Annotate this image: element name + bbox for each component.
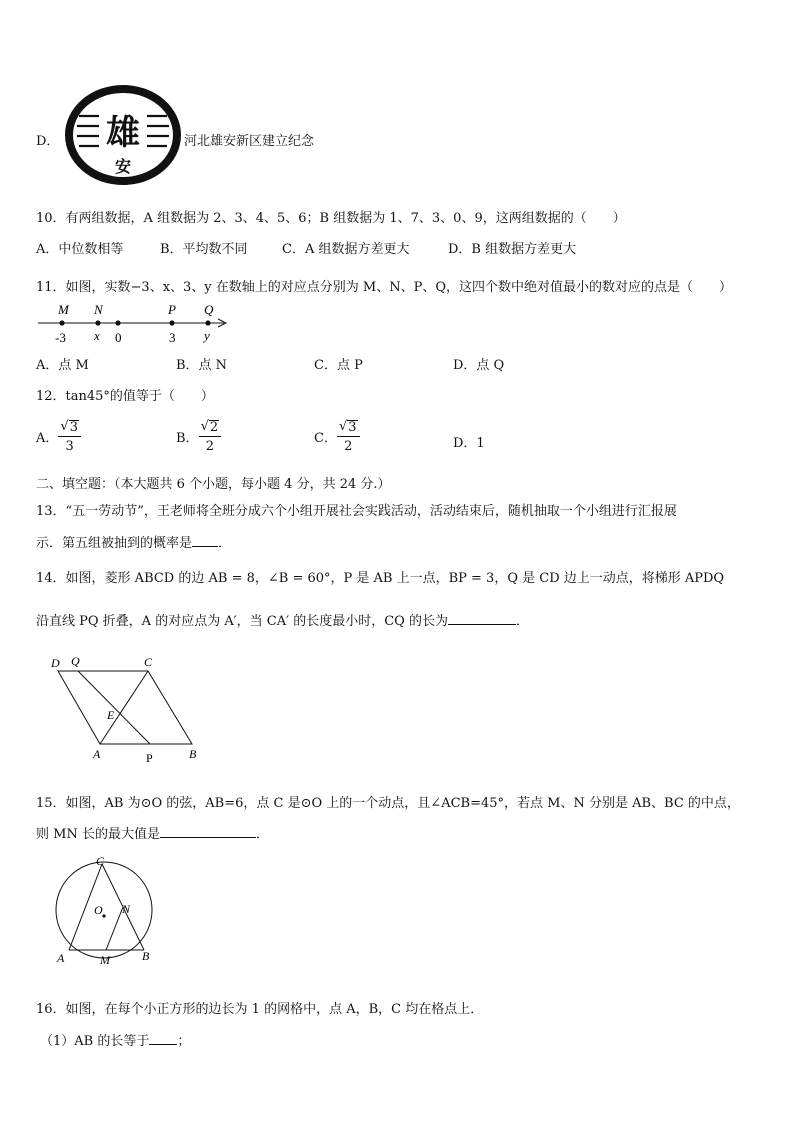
q14-rhombus-figure bbox=[44, 652, 214, 766]
q15-answer-blank[interactable] bbox=[160, 837, 256, 838]
q13-answer-blank[interactable] bbox=[192, 546, 218, 547]
q11-option-b: B．点 N bbox=[176, 358, 228, 373]
q12-option-b: B． √ 2 2 bbox=[176, 420, 221, 453]
label-c: C bbox=[144, 655, 153, 669]
q12-option-a: A． √ 3 3 bbox=[36, 420, 81, 453]
q12-option-c: C． √ 3 2 bbox=[314, 420, 360, 453]
point-n bbox=[95, 320, 100, 325]
label-m: M bbox=[100, 953, 110, 967]
label-b: B bbox=[142, 949, 150, 963]
q16-line1: 16．如图，在每个小正方形的边长为 1 的网格中，点 A，B，C 均在格点上． bbox=[36, 1002, 484, 1017]
value-y: y bbox=[204, 328, 210, 343]
value-neg3: -3 bbox=[55, 330, 66, 345]
q13-line2: 示．第五组被抽到的概率是 ． bbox=[36, 536, 232, 551]
q9-option-d bbox=[36, 130, 59, 149]
q9-option-d-label: D． bbox=[36, 134, 60, 149]
q11-stem bbox=[36, 276, 732, 295]
seal-glyph: 雄 bbox=[106, 115, 140, 152]
point-m bbox=[59, 320, 64, 325]
center-point bbox=[102, 914, 105, 917]
xiongan-seal-image bbox=[61, 82, 185, 188]
q13-line1: 13．“五一劳动节”，王老师将全班分成六个小组开展社会实践活动，活动结束后，随机抽取一个小组进行汇报展 bbox=[36, 504, 677, 519]
q16-answer-blank[interactable] bbox=[149, 1044, 177, 1045]
q15-circle-figure bbox=[52, 852, 162, 968]
segment-mn bbox=[106, 907, 123, 950]
label-p: P bbox=[168, 302, 176, 317]
label-a: A bbox=[93, 747, 101, 761]
label-o: O bbox=[94, 903, 103, 917]
q15-line1: 15．如图，AB 为⊙O 的弦，AB=6，点 C 是⊙O 上的一个动点，且∠ACB=45°，若点 M、N 分别是 AB、BC 的中点， bbox=[36, 796, 740, 811]
fraction-a: √ 3 3 bbox=[58, 420, 81, 453]
q10-stem-text: 10．有两组数据，A 组数据为 2、3、4、5、6；B 组数据为 1、7、3、0、9，这两组数据的（ ） bbox=[36, 211, 626, 226]
q12-option-d: D．1 bbox=[453, 436, 485, 451]
q16-sub1: （1）AB 的长等于 ； bbox=[40, 1034, 191, 1049]
value-x: x bbox=[94, 328, 100, 343]
q11-stem-text: 11．如图，实数−3、x、3、y 在数轴上的对应点分别为 M、N、P、Q，这四个数中绝对值最小的数对应的点是（ ） bbox=[36, 280, 733, 295]
circle-o bbox=[56, 862, 152, 958]
q11-number-line bbox=[36, 300, 236, 346]
q11-option-d: D．点 Q bbox=[453, 358, 505, 373]
label-c: C bbox=[96, 854, 105, 868]
q11-option-c: C．点 P bbox=[314, 358, 363, 373]
fraction-c: √ 3 2 bbox=[337, 420, 360, 453]
q14-line1: 14．如图，菱形 ABCD 的边 AB = 8，∠B = 60°，P 是 AB 上一点，BP = 3，Q 是 CD 边上一动点，将梯形 APDQ bbox=[36, 571, 725, 586]
q10-stem bbox=[36, 207, 626, 226]
label-b: B bbox=[189, 747, 197, 761]
label-a: A bbox=[57, 951, 65, 965]
q11-option-a: A．点 M bbox=[36, 358, 89, 373]
q10-option-a: A．中位数相等 bbox=[36, 242, 124, 257]
q10-option-b: B．平均数不同 bbox=[160, 242, 248, 257]
q15-line2: 则 MN 长的最大值是 ． bbox=[36, 827, 269, 842]
q9-seal-caption-text: 河北雄安新区建立纪念 bbox=[184, 134, 315, 149]
label-e: E bbox=[107, 708, 115, 722]
rhombus-abcd bbox=[58, 671, 192, 744]
point-q bbox=[205, 320, 210, 325]
label-n: N bbox=[94, 302, 103, 317]
label-q: Q bbox=[204, 302, 214, 317]
q12-stem bbox=[36, 385, 214, 404]
q14-line2: 沿直线 PQ 折叠，A 的对应点为 A′，当 CA′ 的长度最小时，CQ 的长为 ． bbox=[36, 614, 529, 629]
q10-option-d: D．B 组数据方差更大 bbox=[448, 242, 577, 257]
value-zero: 0 bbox=[115, 330, 122, 345]
label-m: M bbox=[58, 302, 69, 317]
point-origin bbox=[115, 320, 120, 325]
q12-stem-text: 12．tan45°的值等于（ ） bbox=[36, 389, 214, 404]
point-p bbox=[169, 320, 174, 325]
label-p: P bbox=[146, 751, 153, 765]
q10-option-c: C．A 组数据方差更大 bbox=[282, 242, 410, 257]
value-3: 3 bbox=[169, 330, 176, 345]
label-d: D bbox=[51, 656, 60, 670]
q14-answer-blank[interactable] bbox=[448, 624, 516, 625]
seal-glyph-2: 安 bbox=[114, 159, 132, 176]
section-fill-in-title: 二、填空题：（本大题共 6 个小题，每小题 4 分，共 24 分.） bbox=[36, 477, 391, 492]
label-n: N bbox=[122, 902, 131, 916]
label-q: Q bbox=[71, 654, 80, 668]
q9-seal-caption bbox=[184, 130, 314, 149]
fraction-b: √ 2 2 bbox=[199, 420, 222, 453]
